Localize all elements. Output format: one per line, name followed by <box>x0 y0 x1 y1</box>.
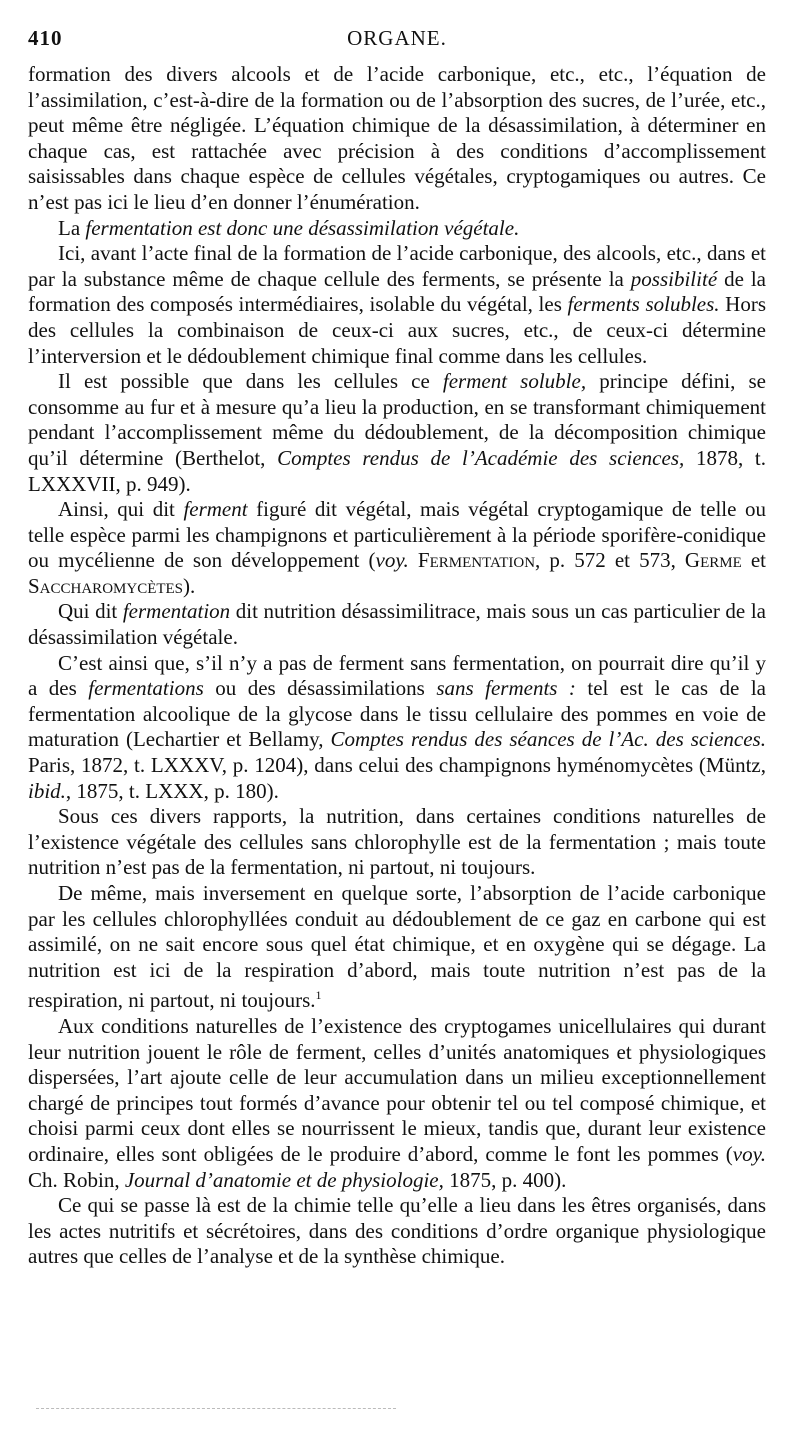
text-run: et <box>741 548 767 573</box>
paragraph <box>28 651 766 805</box>
text-run: Il est possible que dans les cellules ce <box>58 369 443 394</box>
text-run: Ch. Robin, <box>28 1167 125 1192</box>
small-caps-text: Fermentation <box>417 548 536 573</box>
running-title: ORGANE. <box>347 26 447 50</box>
text-run: Qui dit <box>58 599 123 624</box>
italic-text: ferments solubles. <box>567 292 720 317</box>
italic-text: ibid. <box>28 778 66 803</box>
text-run: De même, mais inversement en quelque sorte, l’absorption de l’acide carbonique par les cellules chlorophyllées conduit au dédoublement de ce gaz en carbone qui est assimilé, on ne sait encore sous quel état chimique, et en oxygène qui se dégage. La nutrition est ici de la respiration d’abord, mais toute nutrition n’est pas de la respiration, ni partout, ni toujours. <box>28 881 766 1013</box>
page <box>28 26 766 1270</box>
text-run: figuré dit végétal, mais végétal cryptogamique de telle ou telle espèce parmi les champignons et particulièrement à la période sporifère-conidique ou mycélienne de son développement ( <box>28 497 766 573</box>
text-run: Ce qui se passe là est de la chimie telle qu’elle a lieu dans les êtres organisés, dans les actes nutritifs et sécrétoires, dans des conditions d’ordre organique physiologique autres que celles de l’analyse et de la synthèse chimique. <box>28 1193 766 1269</box>
italic-text: Journal d’anatomie et de physiologie, <box>124 1167 444 1192</box>
text-run <box>409 548 418 572</box>
small-caps-text: Germe <box>684 548 742 573</box>
text-run: de la formation des composés intermédiaires, isolable du végétal, les <box>28 266 766 317</box>
italic-text: Comptes rendus de l’Académie des sciences, <box>277 445 685 470</box>
paragraph <box>28 216 766 242</box>
small-caps-text: Saccharomycètes <box>28 573 184 598</box>
italic-text: voy. <box>732 1141 766 1166</box>
text-run: Ainsi, qui dit <box>58 497 184 522</box>
italic-text: fermentations <box>88 676 204 701</box>
text-run: Hors des cellules la combinaison de ceux-ci aux sucres, etc., de ceux-ci détermine l’interversion et le dédoublement chimique final comme dans les cellules. <box>28 292 767 368</box>
paragraph <box>28 599 766 650</box>
article-body <box>28 62 766 1270</box>
paragraph <box>28 62 766 216</box>
footnote-marker: 1 <box>315 988 322 1003</box>
running-header <box>28 26 766 62</box>
text-run: Paris, 1872, t. LXXXV, p. 1204), dans celui des champignons hyménomycètes (Müntz, <box>28 753 766 778</box>
text-run: C’est ainsi que, s’il n’y a pas de ferment sans fermentation, on pourrait dire qu’il y a des <box>28 650 766 701</box>
paragraph <box>28 1193 766 1270</box>
text-run: Ici, avant l’acte final de la formation de l’acide carbonique, des alcools, etc., dans et par la substance même de chaque cellule des ferments, se présente la <box>28 241 766 291</box>
text-run: ou des désassimilations <box>203 676 437 701</box>
text-run: Aux conditions naturelles de l’existence des cryptogames unicellulaires qui durant leur nutrition jouent le rôle de ferment, celles d’unités anatomiques et physiologiques dispersées, l’art ajoute celle de leur accumulation dans un milieu exceptionnellement chargé de principes tout formés d’avance pour obtenir tel ou tel composé chimique, et choisi parmi ceux dont elles se nourrissent le mieux, tandis que, durant leur existence ordinaire, elles sont obligées de le produire d’abord, comme le font les pommes ( <box>28 1013 766 1166</box>
footnote-rule <box>36 1408 396 1409</box>
italic-text: fermentation <box>122 599 231 624</box>
paragraph <box>28 369 766 497</box>
text-run: formation des divers alcools et de l’acide carbonique, etc., etc., l’équation de l’assimilation, c’est-à-dire de la formation ou de l’absorption des sucres, de l’urée, etc., peut même être négligée. L’équation chimique de la désassimilation, à déterminer en chaque cas, est rattachée avec précision à des conditions d’accomplissement saisissables dans chaque espèce de cellules végétales, cryptogamiques ou autres. Ce n’est pas ici le lieu d’en donner l’énumération. <box>28 62 766 214</box>
text-run: 1878, t. LXXXVII, p. 949). <box>28 445 767 496</box>
text-run: principe défini, se consomme au fur et à mesure qu’a lieu la production, en se transformant chimiquement pendant l’accomplissement même du dédoublement, de la décomposition chimique qu’il détermine (Berthelot, <box>28 369 766 470</box>
paragraph <box>28 1014 766 1193</box>
paragraph <box>28 804 766 881</box>
italic-text: Comptes rendus des séances de l’Ac. des sciences. <box>330 727 766 752</box>
italic-text: voy. <box>375 548 409 573</box>
text-run: Sous ces divers rapports, la nutrition, dans certaines conditions naturelles de l’existence végétale des cellules sans chlorophylle est de la fermentation ; mais toute nutrition n’est pas de la fermentation, ni partout, ni toujours. <box>28 804 766 880</box>
italic-text: fermentation est donc une désassimilation végétale. <box>85 215 520 240</box>
italic-text: possibilité <box>630 266 718 291</box>
italic-text: ferment soluble, <box>442 369 587 394</box>
text-run: 1875, p. 400). <box>443 1167 567 1192</box>
paragraph <box>28 881 766 1014</box>
text-run: , p. 572 et 573, <box>535 548 685 573</box>
paragraph <box>28 497 766 599</box>
text-run: , 1875, t. LXXX, p. 180). <box>65 778 279 803</box>
page-number: 410 <box>28 26 63 50</box>
text-run: La <box>58 215 86 240</box>
italic-text: sans ferments : <box>436 676 576 701</box>
italic-text: ferment <box>183 497 248 522</box>
paragraph <box>28 241 766 369</box>
text-run: tel est le cas de la fermentation alcoolique de la glycose dans le tissu cellulaire des pommes en voie de maturation (Lechartier et Bellamy, <box>28 676 767 752</box>
text-run: ). <box>183 573 196 598</box>
text-run: dit nutrition désassimilitrace, mais sous un cas particulier de la désassimilation végétale. <box>28 599 766 650</box>
